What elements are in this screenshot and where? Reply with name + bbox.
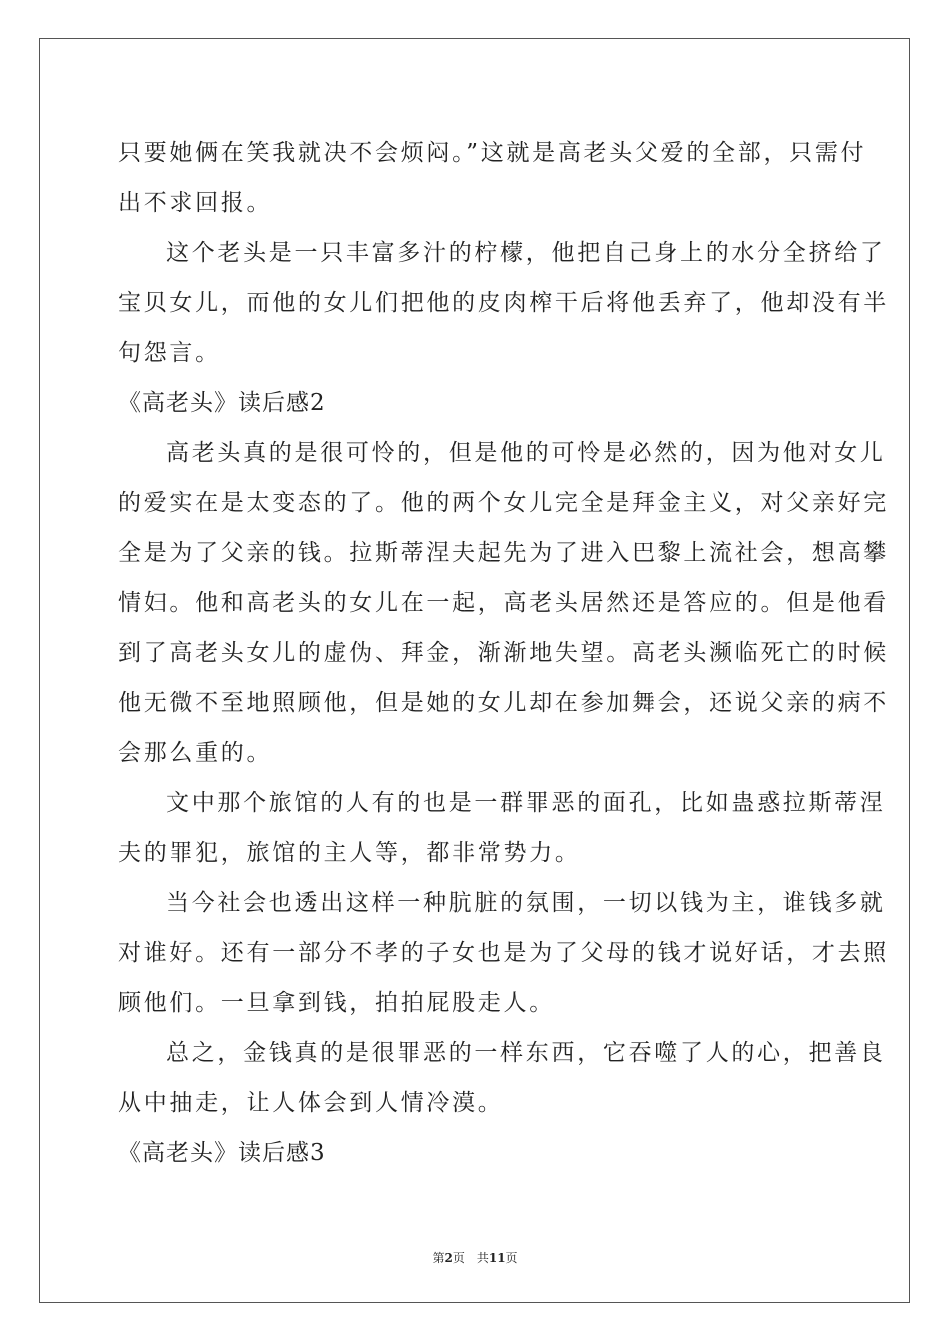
text-line: 宝贝女儿，而他的女儿们把他的皮肉榨干后将他丢弃了，他却没有半 [118, 290, 889, 316]
text-line: 只要她俩在笑我就决不会烦闷。”这就是高老头父爱的全部，只需付 [118, 140, 867, 166]
paragraph-start-line: 当今社会也透出这样一种肮脏的氛围，一切以钱为主，谁钱多就 [166, 890, 886, 916]
paragraph-start-line: 这个老头是一只丰富多汁的柠檬，他把自己身上的水分全挤给了 [166, 240, 886, 266]
text-line: 顾他们。一旦拿到钱，拍拍屁股走人。 [118, 990, 555, 1016]
page-prefix: 第 [432, 1251, 445, 1265]
paragraph-start-line: 高老头真的是很可怜的，但是他的可怜是必然的，因为他对女儿 [166, 440, 886, 466]
text-line: 句怨言。 [118, 340, 221, 366]
text-line: 到了高老头女儿的虚伪、拜金，渐渐地失望。高老头濒临死亡的时候 [118, 640, 889, 666]
text-line: 情妇。他和高老头的女儿在一起，高老头居然还是答应的。但是他看 [118, 590, 889, 616]
paragraph-start-line: 总之，金钱真的是很罪恶的一样东西，它吞噬了人的心，把善良 [166, 1040, 886, 1066]
total-pages-number: 11 [488, 1251, 506, 1265]
document-body [118, 128, 889, 1178]
text-line: 对谁好。还有一部分不孝的子女也是为了父母的钱才说好话，才去照 [118, 940, 889, 966]
text-line: 夫的罪犯，旅馆的主人等，都非常势力。 [118, 840, 581, 866]
total-prefix: 共 [476, 1251, 489, 1265]
text-line: 会那么重的。 [118, 740, 273, 766]
text-line: 全是为了父亲的钱。拉斯蒂涅夫起先为了进入巴黎上流社会，想高攀 [118, 540, 889, 566]
page-footer [0, 1249, 950, 1266]
total-suffix: 页 [505, 1251, 518, 1265]
paragraph-start-line: 文中那个旅馆的人有的也是一群罪恶的面孔，比如蛊惑拉斯蒂涅 [166, 790, 886, 816]
page-suffix: 页 [452, 1251, 465, 1265]
current-page-number: 2 [444, 1251, 453, 1265]
text-line: 的爱实在是太变态的了。他的两个女儿完全是拜金主义，对父亲好完 [118, 490, 889, 516]
section-heading: 《高老头》读后感3 [118, 1140, 326, 1166]
section-heading: 《高老头》读后感2 [118, 390, 326, 416]
text-line: 他无微不至地照顾他，但是她的女儿却在参加舞会，还说父亲的病不 [118, 690, 889, 716]
text-line: 从中抽走，让人体会到人情冷漠。 [118, 1090, 504, 1116]
text-line: 出不求回报。 [118, 190, 273, 216]
